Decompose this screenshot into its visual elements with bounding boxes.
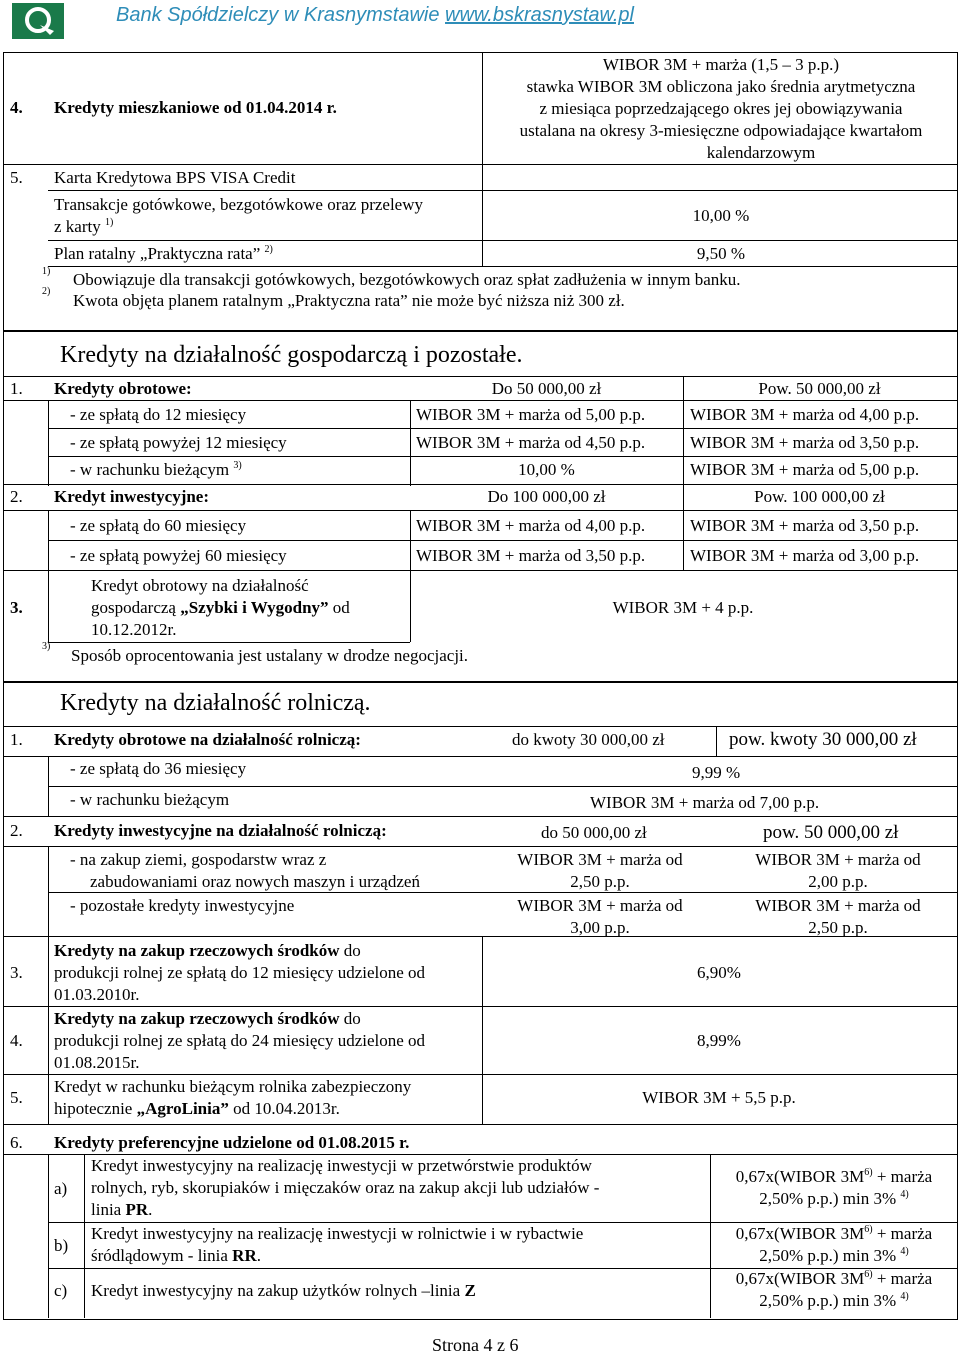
rate-value: 0,67x(WIBOR $3M^{6)}$ + marża 2,50% p.p.) min 3% $^{4)}$	[735, 1224, 933, 1265]
rate-value: WIBOR 3M + marża od 4,00 p.p.	[416, 516, 646, 535]
item-number: 5.	[10, 168, 23, 187]
item-number: 5.	[10, 1088, 23, 1107]
agri-investment-label: Kredyty inwestycyjne na działalność rolniczą:	[54, 821, 387, 840]
rate-value: WIBOR 3M + marża od 3,50 p.p.	[416, 546, 646, 565]
rate-value: WIBOR 3M + 5,5 p.p.	[642, 1088, 796, 1107]
column-header: Do 50 000,00 zł	[491, 379, 602, 398]
term-label: - ze spłatą do 12 miesięcy	[70, 405, 247, 424]
item-number: 3.	[10, 598, 23, 617]
quick-credit-rate: WIBOR 3M + 4 p.p.	[612, 598, 754, 617]
preferential-loans-label: Kredyty preferencyjne udzielone od 01.08.2015 r.	[54, 1133, 410, 1152]
rate-value: WIBOR 3M + marża od 2,50 p.p.	[755, 896, 921, 937]
rate-value: 10,00 %	[518, 460, 575, 479]
bank-website-link[interactable]: www.bskrasnystaw.pl	[445, 4, 634, 26]
footnote-mark: 2)	[42, 286, 51, 297]
working-capital-label: Kredyty obrotowe:	[54, 379, 192, 398]
line-rr-label: Kredyt inwestycyjny na realizację inwestycji w rolnictwie i w rybactwie śródlądowym - linia RR.	[91, 1224, 584, 1265]
card-transactions-rate: 10,00 %	[692, 206, 750, 225]
rate-value: 8,99%	[697, 1031, 741, 1050]
rate-value: 9,99 %	[692, 763, 741, 782]
housing-loans-label: Kredyty mieszkaniowe od 01.04.2014 r.	[54, 98, 337, 117]
term-label: - ze spłatą powyżej 12 miesięcy	[70, 433, 287, 452]
page-number: Strona 4 z 6	[432, 1335, 519, 1355]
rate-value: 6,90%	[697, 963, 741, 982]
rate-value: WIBOR 3M + marża od 3,50 p.p.	[690, 516, 920, 535]
item-number: 2.	[10, 821, 23, 840]
footnote-text: Kwota objęta planem ratalnym „Praktyczna rata” nie może być niższa niż 300 zł.	[73, 291, 625, 310]
item-number: 6.	[10, 1133, 23, 1152]
installment-plan-rate: 9,50 %	[696, 244, 746, 263]
column-header: do 50 000,00 zł	[541, 823, 647, 842]
footnote-text: Obowiązuje dla transakcji gotówkowych, bezgotówkowych oraz spłat zadłużenia w innym banku.	[73, 270, 741, 289]
rate-value: 0,67x(WIBOR $3M^{6)}$ + marża 2,50% p.p.) min 3% $^{4)}$	[735, 1269, 933, 1310]
agrolinia-label: Kredyt w rachunku bieżącym rolnika zabezpieczony hipotecznie „AgroLinia” od 10.04.2013r.	[54, 1077, 412, 1118]
item-number: 1.	[10, 379, 23, 398]
bank-logo	[10, 1, 66, 41]
rate-value: WIBOR 3M + marża od 2,50 p.p.	[517, 850, 683, 891]
agri-working-capital-label: Kredyty obrotowe na działalność rolniczą:	[54, 730, 361, 749]
investment-type-label: - pozostałe kredyty inwestycyjne	[70, 896, 295, 915]
item-number: 1.	[10, 730, 23, 749]
row-mark: c)	[54, 1281, 68, 1300]
column-header: do kwoty 30 000,00 zł	[512, 730, 665, 749]
column-header: Do 100 000,00 zł	[487, 487, 606, 506]
footnote-text: Sposób oprocentowania jest ustalany w drodze negocjacji.	[71, 646, 469, 665]
credit-card-label: Karta Kredytowa BPS VISA Credit	[54, 168, 296, 187]
section-title: Kredyty na działalność rolniczą.	[60, 690, 371, 716]
card-transactions-label: Transakcje gotówkowe, bezgotówkowe oraz przelewy z karty $^{1)}$	[54, 195, 424, 236]
section-title: Kredyty na działalność gospodarczą i pozostałe.	[60, 342, 523, 368]
term-label: - w rachunku bieżącym $^{3)}$	[70, 460, 242, 479]
housing-loans-rate: WIBOR 3M + marża (1,5 – 3 p.p.) stawka WIBOR 3M obliczona jako średnia arytmetyczna z miesiąca poprzedzającego okres jej obowiązywania ustalana na okresy 3-miesięczne odpowiadające kwartałom kalendarzowym	[519, 55, 923, 162]
rate-value: WIBOR 3M + marża od 3,50 p.p.	[690, 433, 920, 452]
footnote-mark: 1)	[42, 266, 51, 277]
rate-value: WIBOR 3M + marża od 3,00 p.p.	[517, 896, 683, 937]
item-number: 2.	[10, 487, 23, 506]
bank-name: Bank Spółdzielczy w Krasnymstawie www.bskrasnystaw.pl	[116, 4, 634, 26]
rate-value: 0,67x(WIBOR $3M^{6)}$ + marża 2,50% p.p.) min 3% $^{4)}$	[735, 1167, 933, 1208]
line-pr-label: Kredyt inwestycyjny na realizację inwestycji w przetwórstwie produktów rolnych, ryb, skorupiaków i mięczaków oraz na zakup akcji lub udziałów - linia PR.	[91, 1156, 600, 1219]
term-label: - ze spłatą powyżej 60 miesięcy	[70, 546, 287, 565]
column-header: pow. 50 000,00 zł	[763, 822, 899, 843]
item-number: 3.	[10, 963, 23, 982]
column-header: Pow. 50 000,00 zł	[758, 379, 881, 398]
installment-plan-label: Plan ratalny „Praktyczna rata” $^{2)}$	[54, 244, 273, 263]
column-header: Pow. 100 000,00 zł	[754, 487, 885, 506]
rate-value: WIBOR 3M + marża od 4,00 p.p.	[690, 405, 920, 424]
rate-value: WIBOR 3M + marża od 5,00 p.p.	[690, 460, 920, 479]
line-z-label: Kredyt inwestycyjny na zakup użytków rolnych –linia Z	[91, 1281, 476, 1300]
quick-credit-label: Kredyt obrotowy na działalność gospodarczą „Szybki i Wygodny” od 10.12.2012r.	[91, 576, 350, 639]
row-mark: a)	[54, 1179, 68, 1198]
investment-type-label: - na zakup ziemi, gospodarstw wraz z zabudowaniami oraz nowych maszyn i urządzeń	[70, 850, 420, 891]
row-mark: b)	[54, 1236, 69, 1255]
rate-value: WIBOR 3M + marża od 7,00 p.p.	[590, 793, 820, 812]
investment-label: Kredyt inwestycyjne:	[54, 487, 210, 506]
item-number: 4.	[10, 1031, 23, 1050]
fixed-assets-24m-label: Kredyty na zakup rzeczowych środków do produkcji rolnej ze spłatą do 24 miesięcy udzielone od 01.08.2015r.	[54, 1009, 426, 1072]
rate-value: WIBOR 3M + marża od 3,00 p.p.	[690, 546, 920, 565]
rate-value: WIBOR 3M + marża od 4,50 p.p.	[416, 433, 646, 452]
term-label: - ze spłatą do 60 miesięcy	[70, 516, 247, 535]
footnote-mark: 3)	[42, 641, 51, 652]
fixed-assets-12m-label: Kredyty na zakup rzeczowych środków do produkcji rolnej ze spłatą do 12 miesięcy udzielone od 01.03.2010r.	[54, 941, 426, 1004]
column-header: pow. kwoty 30 000,00 zł	[729, 729, 917, 750]
item-number: 4.	[10, 98, 23, 117]
rate-value: WIBOR 3M + marża od 2,00 p.p.	[755, 850, 921, 891]
term-label: - ze spłatą do 36 miesięcy	[70, 759, 247, 778]
rate-value: WIBOR 3M + marża od 5,00 p.p.	[416, 405, 646, 424]
term-label: - w rachunku bieżącym	[70, 790, 230, 809]
